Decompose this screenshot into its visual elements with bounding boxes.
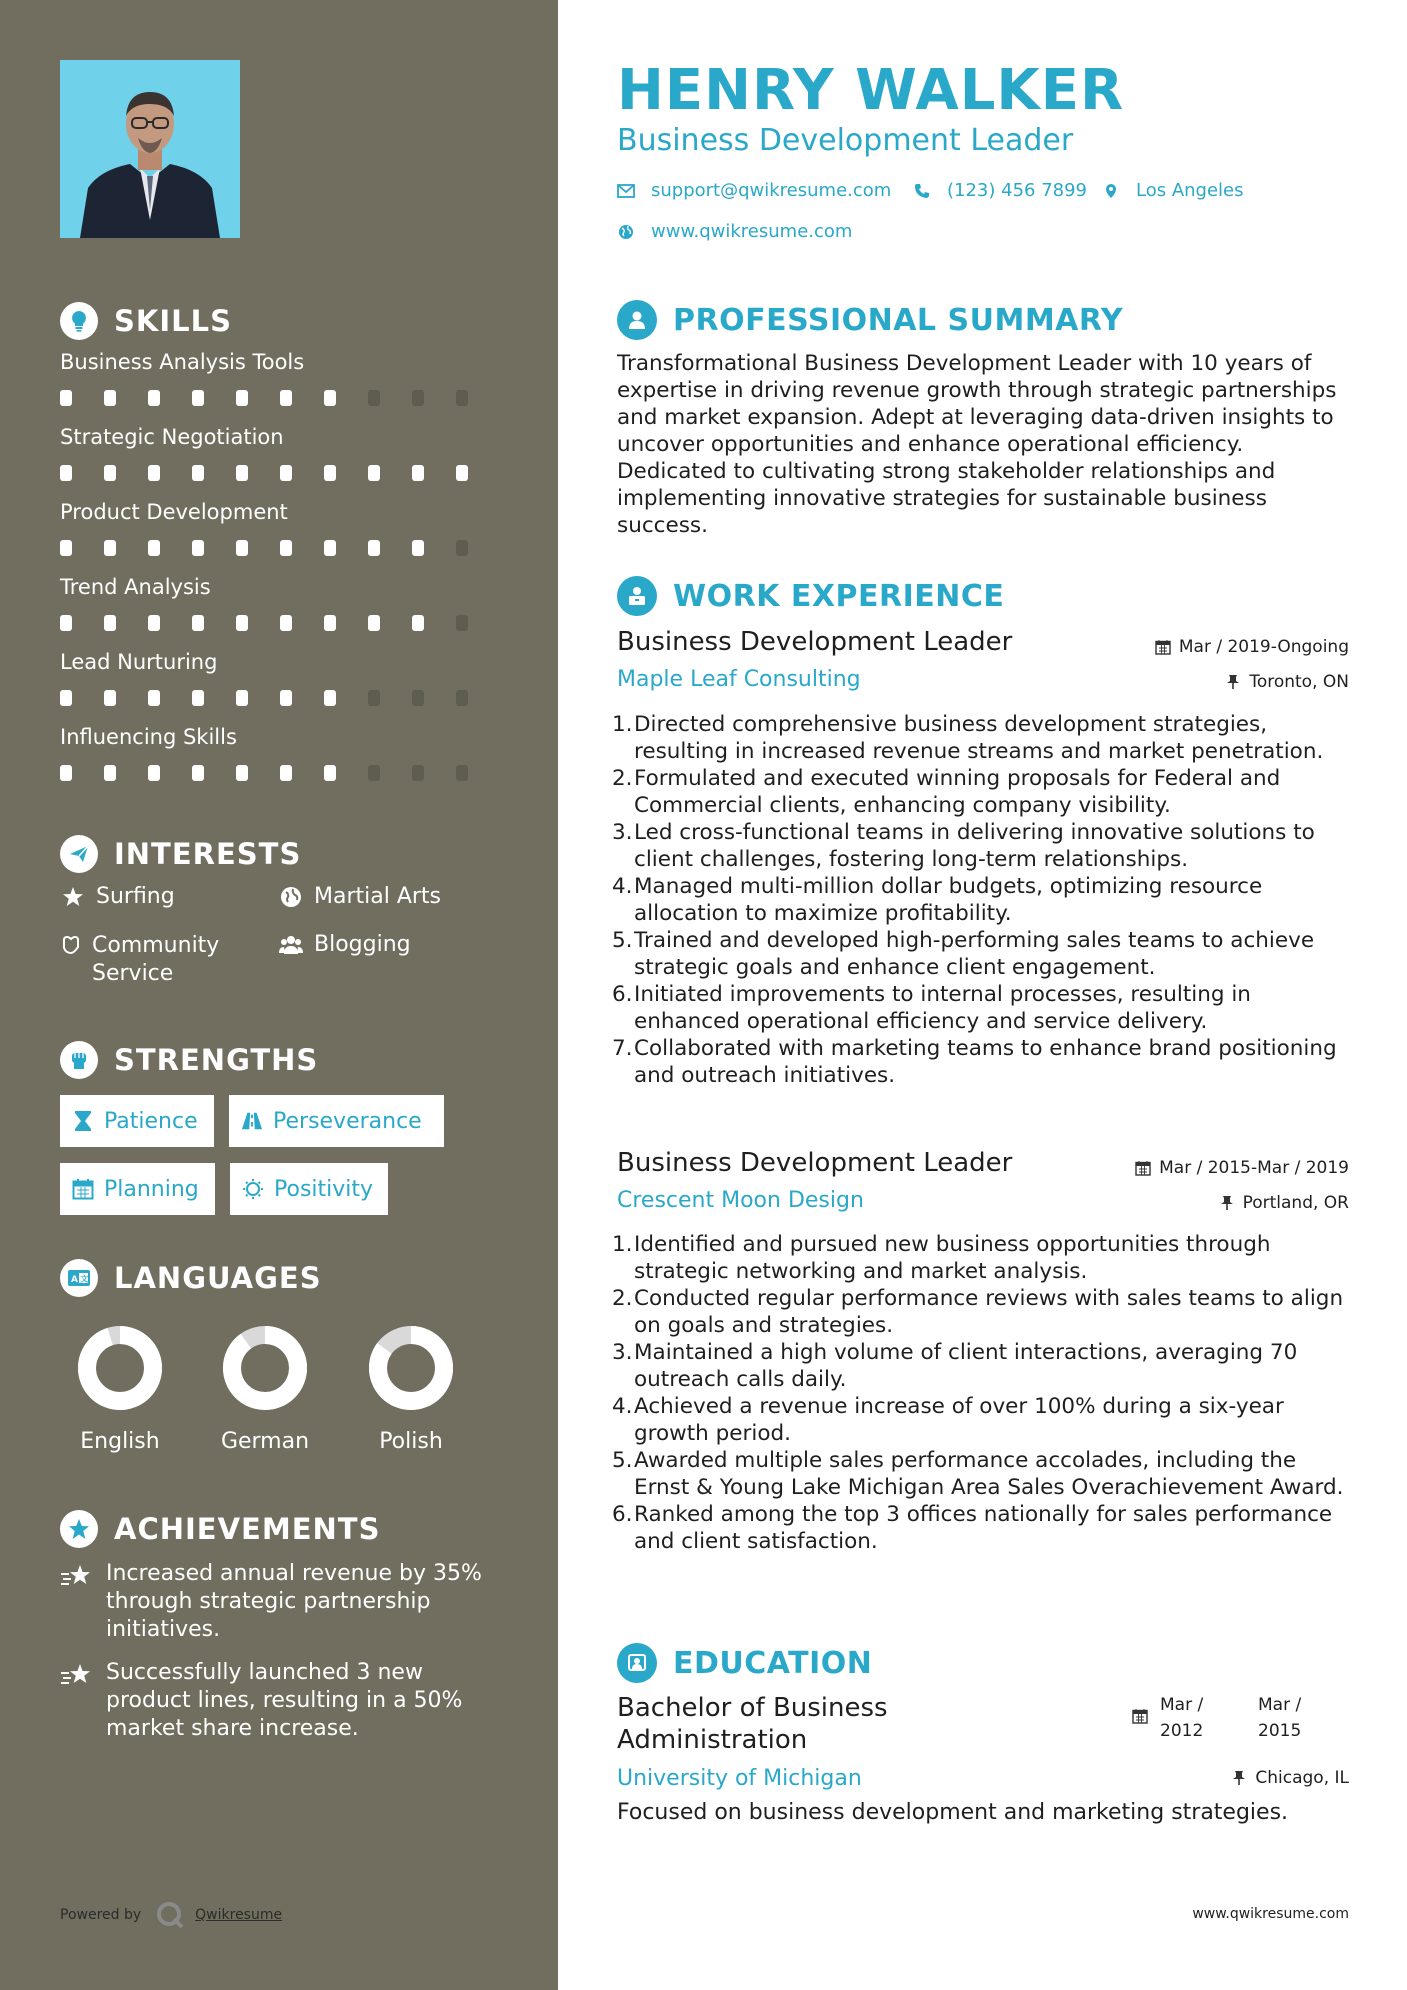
skill-dot-filled <box>368 465 380 481</box>
skill-dot-empty <box>412 765 424 781</box>
skill-dot-filled <box>412 615 424 631</box>
skill-dot-empty <box>456 540 468 556</box>
email-text: support@qwikresume.com <box>651 180 892 201</box>
paper-plane-icon <box>60 835 98 873</box>
edu-end-month: Mar / <box>1258 1695 1302 1715</box>
skill-dot-filled <box>148 390 160 406</box>
language-ring <box>222 1325 308 1411</box>
skill-name: Product Development <box>60 500 288 524</box>
bullet-number: 5. <box>612 1448 633 1473</box>
phone-icon <box>913 182 931 200</box>
map-pin-icon <box>1102 182 1120 200</box>
skill-dot-filled <box>280 765 292 781</box>
language-name: English <box>80 1429 160 1454</box>
strength-patience <box>60 1095 214 1147</box>
skill-dot-filled <box>192 390 204 406</box>
language-item <box>341 1325 481 1454</box>
candidate-role: Business Development Leader <box>617 123 1074 158</box>
sun-icon <box>242 1178 264 1200</box>
language-item <box>195 1325 335 1454</box>
strength-planning <box>60 1163 215 1215</box>
skill-item <box>60 500 500 556</box>
pushpin-icon <box>1225 674 1241 690</box>
globe-icon <box>278 884 304 910</box>
experience-heading <box>617 574 1004 618</box>
calendar-icon <box>1135 1160 1151 1176</box>
skill-dot-empty <box>368 690 380 706</box>
skill-dot-filled <box>148 465 160 481</box>
strength-label: Perseverance <box>273 1108 422 1134</box>
job-location-text: Portland, OR <box>1242 1193 1349 1213</box>
skill-dot-filled <box>456 465 468 481</box>
bullet-text: Initiated improvements to internal processes, resulting in enhanced operational efficiency and service delivery. <box>634 982 1251 1034</box>
job-dates-text: Mar / 2019-Ongoing <box>1178 637 1349 657</box>
bullet-text: Directed comprehensive business development strategies, resulting in increased revenue streams and market penetration. <box>634 712 1324 764</box>
skill-dot-filled <box>280 465 292 481</box>
skill-dot-filled <box>104 615 116 631</box>
strength-label: Patience <box>104 1108 198 1134</box>
language-ring <box>368 1325 454 1411</box>
skill-dot-filled <box>236 540 248 556</box>
skill-name: Influencing Skills <box>60 725 237 749</box>
skill-name: Lead Nurturing <box>60 650 218 674</box>
skill-level-bar <box>60 540 500 556</box>
skill-dot-filled <box>148 615 160 631</box>
job-dates-text: Mar / 2015-Mar / 2019 <box>1159 1158 1349 1178</box>
skill-dot-empty <box>456 690 468 706</box>
skill-dot-filled <box>324 615 336 631</box>
skill-dot-filled <box>104 765 116 781</box>
skill-dot-filled <box>148 540 160 556</box>
footer-url-link[interactable]: www.qwikresume.com <box>1192 1906 1349 1922</box>
skill-dot-filled <box>104 540 116 556</box>
lightbulb-icon <box>60 302 98 340</box>
edu-location-text: Chicago, IL <box>1255 1768 1349 1788</box>
sidebar <box>0 0 558 1990</box>
strength-label: Positivity <box>274 1176 374 1202</box>
skill-dot-empty <box>456 615 468 631</box>
job-bullets <box>612 1231 1358 1555</box>
education-title: EDUCATION <box>673 1645 873 1681</box>
shooting-star-icon <box>60 1562 94 1592</box>
strength-positivity <box>230 1163 388 1215</box>
shooting-star-icon <box>60 1661 94 1691</box>
skill-dot-filled <box>324 765 336 781</box>
skill-dot-filled <box>192 465 204 481</box>
contact-location <box>1102 180 1244 201</box>
skill-dot-filled <box>280 615 292 631</box>
degree-line-2: Administration <box>617 1725 808 1755</box>
skill-dot-filled <box>368 615 380 631</box>
edu-end-date <box>1258 1692 1301 1744</box>
job-title: Business Development Leader <box>617 627 1013 657</box>
skill-item <box>60 725 500 781</box>
interest-blogging <box>278 932 411 958</box>
achievements-heading <box>60 1508 380 1550</box>
skill-dot-filled <box>412 465 424 481</box>
calendar-icon <box>1132 1708 1148 1724</box>
skill-dot-filled <box>60 615 72 631</box>
language-item <box>50 1325 190 1454</box>
skill-dot-filled <box>60 540 72 556</box>
language-ring-fill <box>87 1335 153 1401</box>
job-bullet <box>612 1231 1358 1285</box>
skill-level-bar <box>60 615 500 631</box>
job-bullet <box>612 765 1358 819</box>
qwikresume-logo-icon <box>155 1900 185 1930</box>
fist-icon <box>60 1041 98 1079</box>
skill-level-bar <box>60 765 500 781</box>
heart-hand-icon <box>60 932 82 958</box>
interests-heading <box>60 833 301 875</box>
location-text: Los Angeles <box>1136 180 1244 201</box>
experience-title: WORK EXPERIENCE <box>673 578 1005 614</box>
globe-icon <box>617 223 635 241</box>
language-ring-fill <box>232 1335 298 1401</box>
job-bullet <box>612 711 1358 765</box>
skill-dot-filled <box>280 390 292 406</box>
interest-surfing <box>60 884 175 910</box>
contact-email[interactable] <box>617 180 891 201</box>
star-icon <box>60 884 86 910</box>
interest-martial-arts <box>278 884 441 910</box>
skill-dot-filled <box>60 765 72 781</box>
achievement-item <box>60 1560 500 1644</box>
strengths-heading <box>60 1039 318 1081</box>
skill-dot-filled <box>236 615 248 631</box>
powered-by-brand-link[interactable]: Qwikresume <box>195 1907 283 1923</box>
skill-dot-filled <box>104 465 116 481</box>
edu-start-year: 2012 <box>1160 1721 1204 1741</box>
skill-dot-filled <box>192 765 204 781</box>
interest-label: Blogging <box>314 932 411 957</box>
job-dates <box>1135 1158 1349 1178</box>
skill-dot-empty <box>368 390 380 406</box>
job-bullet <box>612 873 1358 927</box>
skill-dot-filled <box>368 540 380 556</box>
briefcase-user-icon <box>617 576 657 616</box>
language-name: German <box>220 1429 310 1454</box>
skill-level-bar <box>60 690 500 706</box>
job-location <box>1225 672 1349 692</box>
skill-dot-filled <box>192 615 204 631</box>
candidate-name: HENRY WALKER <box>617 58 1125 123</box>
bullet-number: 3. <box>612 1340 633 1365</box>
job-bullets <box>612 711 1358 1089</box>
edu-location <box>1231 1768 1349 1788</box>
bullet-text: Maintained a high volume of client interactions, averaging 70 outreach calls daily. <box>634 1340 1298 1392</box>
bullet-text: Led cross-functional teams in delivering innovative solutions to client challenges, fostering long-term relationships. <box>634 820 1315 872</box>
skill-dot-empty <box>412 390 424 406</box>
phone-text: (123) 456 7899 <box>947 180 1088 201</box>
skill-dot-filled <box>192 690 204 706</box>
skill-dot-empty <box>368 765 380 781</box>
contact-website[interactable] <box>617 221 852 242</box>
skill-dot-empty <box>456 765 468 781</box>
summary-text: Transformational Business Development Leader with 10 years of expertise in driving revenue growth through strategic partnerships and market expansion. Adept at leveraging data-driven insights to uncover opportunities and enhance operational efficiency. Dedicated to cultivating strong stakeholder relationships and implementing innovative strategies for sustainable business success. <box>617 351 1337 538</box>
job-location-text: Toronto, ON <box>1249 672 1349 692</box>
skill-dot-filled <box>60 690 72 706</box>
skills-heading <box>60 300 232 342</box>
strength-label: Planning <box>104 1176 199 1202</box>
skill-dot-filled <box>148 690 160 706</box>
skill-level-bar <box>60 465 500 481</box>
skill-dot-filled <box>236 765 248 781</box>
bullet-number: 6. <box>612 1502 633 1527</box>
job-bullet <box>612 1035 1358 1089</box>
skill-name: Strategic Negotiation <box>60 425 284 449</box>
skill-level-bar <box>60 390 500 406</box>
skills-title: SKILLS <box>114 304 232 338</box>
skill-dot-empty <box>456 390 468 406</box>
calendar-icon <box>72 1178 94 1200</box>
skill-dot-filled <box>324 465 336 481</box>
bullet-text: Collaborated with marketing teams to enhance brand positioning and outreach initiatives. <box>634 1036 1337 1088</box>
achievements-title: ACHIEVEMENTS <box>114 1512 381 1546</box>
bullet-text: Managed multi-million dollar budgets, optimizing resource allocation to maximize profitability. <box>634 874 1263 926</box>
skill-dot-filled <box>236 690 248 706</box>
job-dates <box>1155 637 1349 657</box>
edu-description: Focused on business development and marketing strategies. <box>617 1800 1289 1825</box>
interest-community-service <box>60 932 260 988</box>
bullet-number: 2. <box>612 766 633 791</box>
powered-by <box>60 1900 282 1930</box>
skill-item <box>60 575 500 631</box>
skill-dot-filled <box>236 390 248 406</box>
bullet-text: Formulated and executed winning proposals for Federal and Commercial clients, enhancing company visibility. <box>634 766 1281 818</box>
users-icon <box>278 932 304 958</box>
svg-text:文: 文 <box>80 1274 89 1284</box>
job-bullet <box>612 927 1358 981</box>
skill-dot-empty <box>412 690 424 706</box>
calendar-icon <box>1155 639 1171 655</box>
job-bullet <box>612 1393 1358 1447</box>
degree-line-1: Bachelor of Business <box>617 1693 888 1723</box>
language-name: Polish <box>379 1429 443 1454</box>
pushpin-icon <box>1231 1770 1247 1786</box>
bullet-number: 2. <box>612 1286 633 1311</box>
bullet-text: Ranked among the top 3 offices nationally for sales performance and client satisfaction. <box>634 1502 1333 1554</box>
job-bullet <box>612 981 1358 1035</box>
envelope-icon <box>617 182 635 200</box>
bullet-number: 4. <box>612 874 633 899</box>
hourglass-icon <box>72 1110 94 1132</box>
bullet-number: 6. <box>612 982 633 1007</box>
bullet-text: Trained and developed high-performing sales teams to achieve strategic goals and enhance client engagement. <box>634 928 1315 980</box>
powered-by-label: Powered by <box>60 1907 142 1923</box>
skill-item <box>60 650 500 706</box>
bullet-number: 1. <box>612 1232 633 1257</box>
svg-text:A: A <box>71 1275 78 1285</box>
achievement-text: Successfully launched 3 new product lines, resulting in a 50% market share increase. <box>106 1660 463 1741</box>
skill-dot-filled <box>192 540 204 556</box>
interest-label: Martial Arts <box>314 884 442 909</box>
bullet-number: 1. <box>612 712 633 737</box>
summary-heading <box>617 298 1123 342</box>
bullet-text: Conducted regular performance reviews with sales teams to align on goals and strategies. <box>634 1286 1344 1338</box>
skill-item <box>60 425 500 481</box>
skill-dot-filled <box>324 390 336 406</box>
job-title: Business Development Leader <box>617 1148 1013 1178</box>
job-bullet <box>612 819 1358 873</box>
education-heading <box>617 1641 872 1685</box>
job-bullet <box>612 1285 1358 1339</box>
contact-phone[interactable] <box>913 180 1087 201</box>
job-company: Maple Leaf Consulting <box>617 667 861 692</box>
star-badge-icon <box>60 1510 98 1548</box>
strength-perseverance <box>229 1095 444 1147</box>
degree <box>617 1692 888 1756</box>
interest-label: Community Service <box>92 933 220 986</box>
pushpin-icon <box>1219 1195 1235 1211</box>
job-location <box>1219 1193 1349 1213</box>
achievement-item <box>60 1659 500 1743</box>
skill-dot-filled <box>324 690 336 706</box>
bullet-number: 3. <box>612 820 633 845</box>
skill-dot-filled <box>324 540 336 556</box>
achievement-text: Increased annual revenue by 35% through strategic partnership initiatives. <box>106 1561 482 1642</box>
interests-title: INTERESTS <box>114 837 302 871</box>
edu-end-year: 2015 <box>1258 1721 1302 1741</box>
website-text: www.qwikresume.com <box>651 221 853 242</box>
language-ring <box>77 1325 163 1411</box>
user-icon <box>617 300 657 340</box>
bullet-number: 5. <box>612 928 633 953</box>
job-bullet <box>612 1447 1358 1501</box>
job-bullet <box>612 1501 1358 1555</box>
road-icon <box>241 1110 263 1132</box>
skill-name: Trend Analysis <box>60 575 211 599</box>
skill-item <box>60 350 500 406</box>
bullet-number: 4. <box>612 1394 633 1419</box>
skill-dot-filled <box>60 390 72 406</box>
edu-start-date <box>1160 1692 1203 1744</box>
skill-dot-filled <box>60 465 72 481</box>
profile-photo <box>60 60 240 238</box>
job-company: Crescent Moon Design <box>617 1188 864 1213</box>
bullet-text: Achieved a revenue increase of over 100% during a six-year growth period. <box>634 1394 1284 1446</box>
languages-heading <box>60 1257 322 1299</box>
skill-dot-filled <box>104 690 116 706</box>
languages-title: LANGUAGES <box>114 1261 322 1295</box>
skill-dot-filled <box>104 390 116 406</box>
bullet-text: Awarded multiple sales performance accolades, including the Ernst & Young Lake Michigan Area Sales Overachievement Award. <box>634 1448 1344 1500</box>
strengths-title: STRENGTHS <box>114 1043 319 1077</box>
skill-dot-filled <box>280 690 292 706</box>
skill-dot-filled <box>412 540 424 556</box>
skill-dot-filled <box>236 465 248 481</box>
bullet-text: Identified and pursued new business opportunities through strategic networking and market analysis. <box>634 1232 1271 1284</box>
language-icon <box>60 1259 98 1297</box>
bullet-number: 7. <box>612 1036 633 1061</box>
skill-dot-filled <box>280 540 292 556</box>
interest-label: Surfing <box>96 884 175 909</box>
summary-title: PROFESSIONAL SUMMARY <box>673 302 1124 338</box>
edu-start-month: Mar / <box>1160 1695 1204 1715</box>
job-bullet <box>612 1339 1358 1393</box>
skill-name: Business Analysis Tools <box>60 350 305 374</box>
school: University of Michigan <box>617 1766 862 1791</box>
graduate-icon <box>617 1643 657 1683</box>
skill-dot-filled <box>148 765 160 781</box>
